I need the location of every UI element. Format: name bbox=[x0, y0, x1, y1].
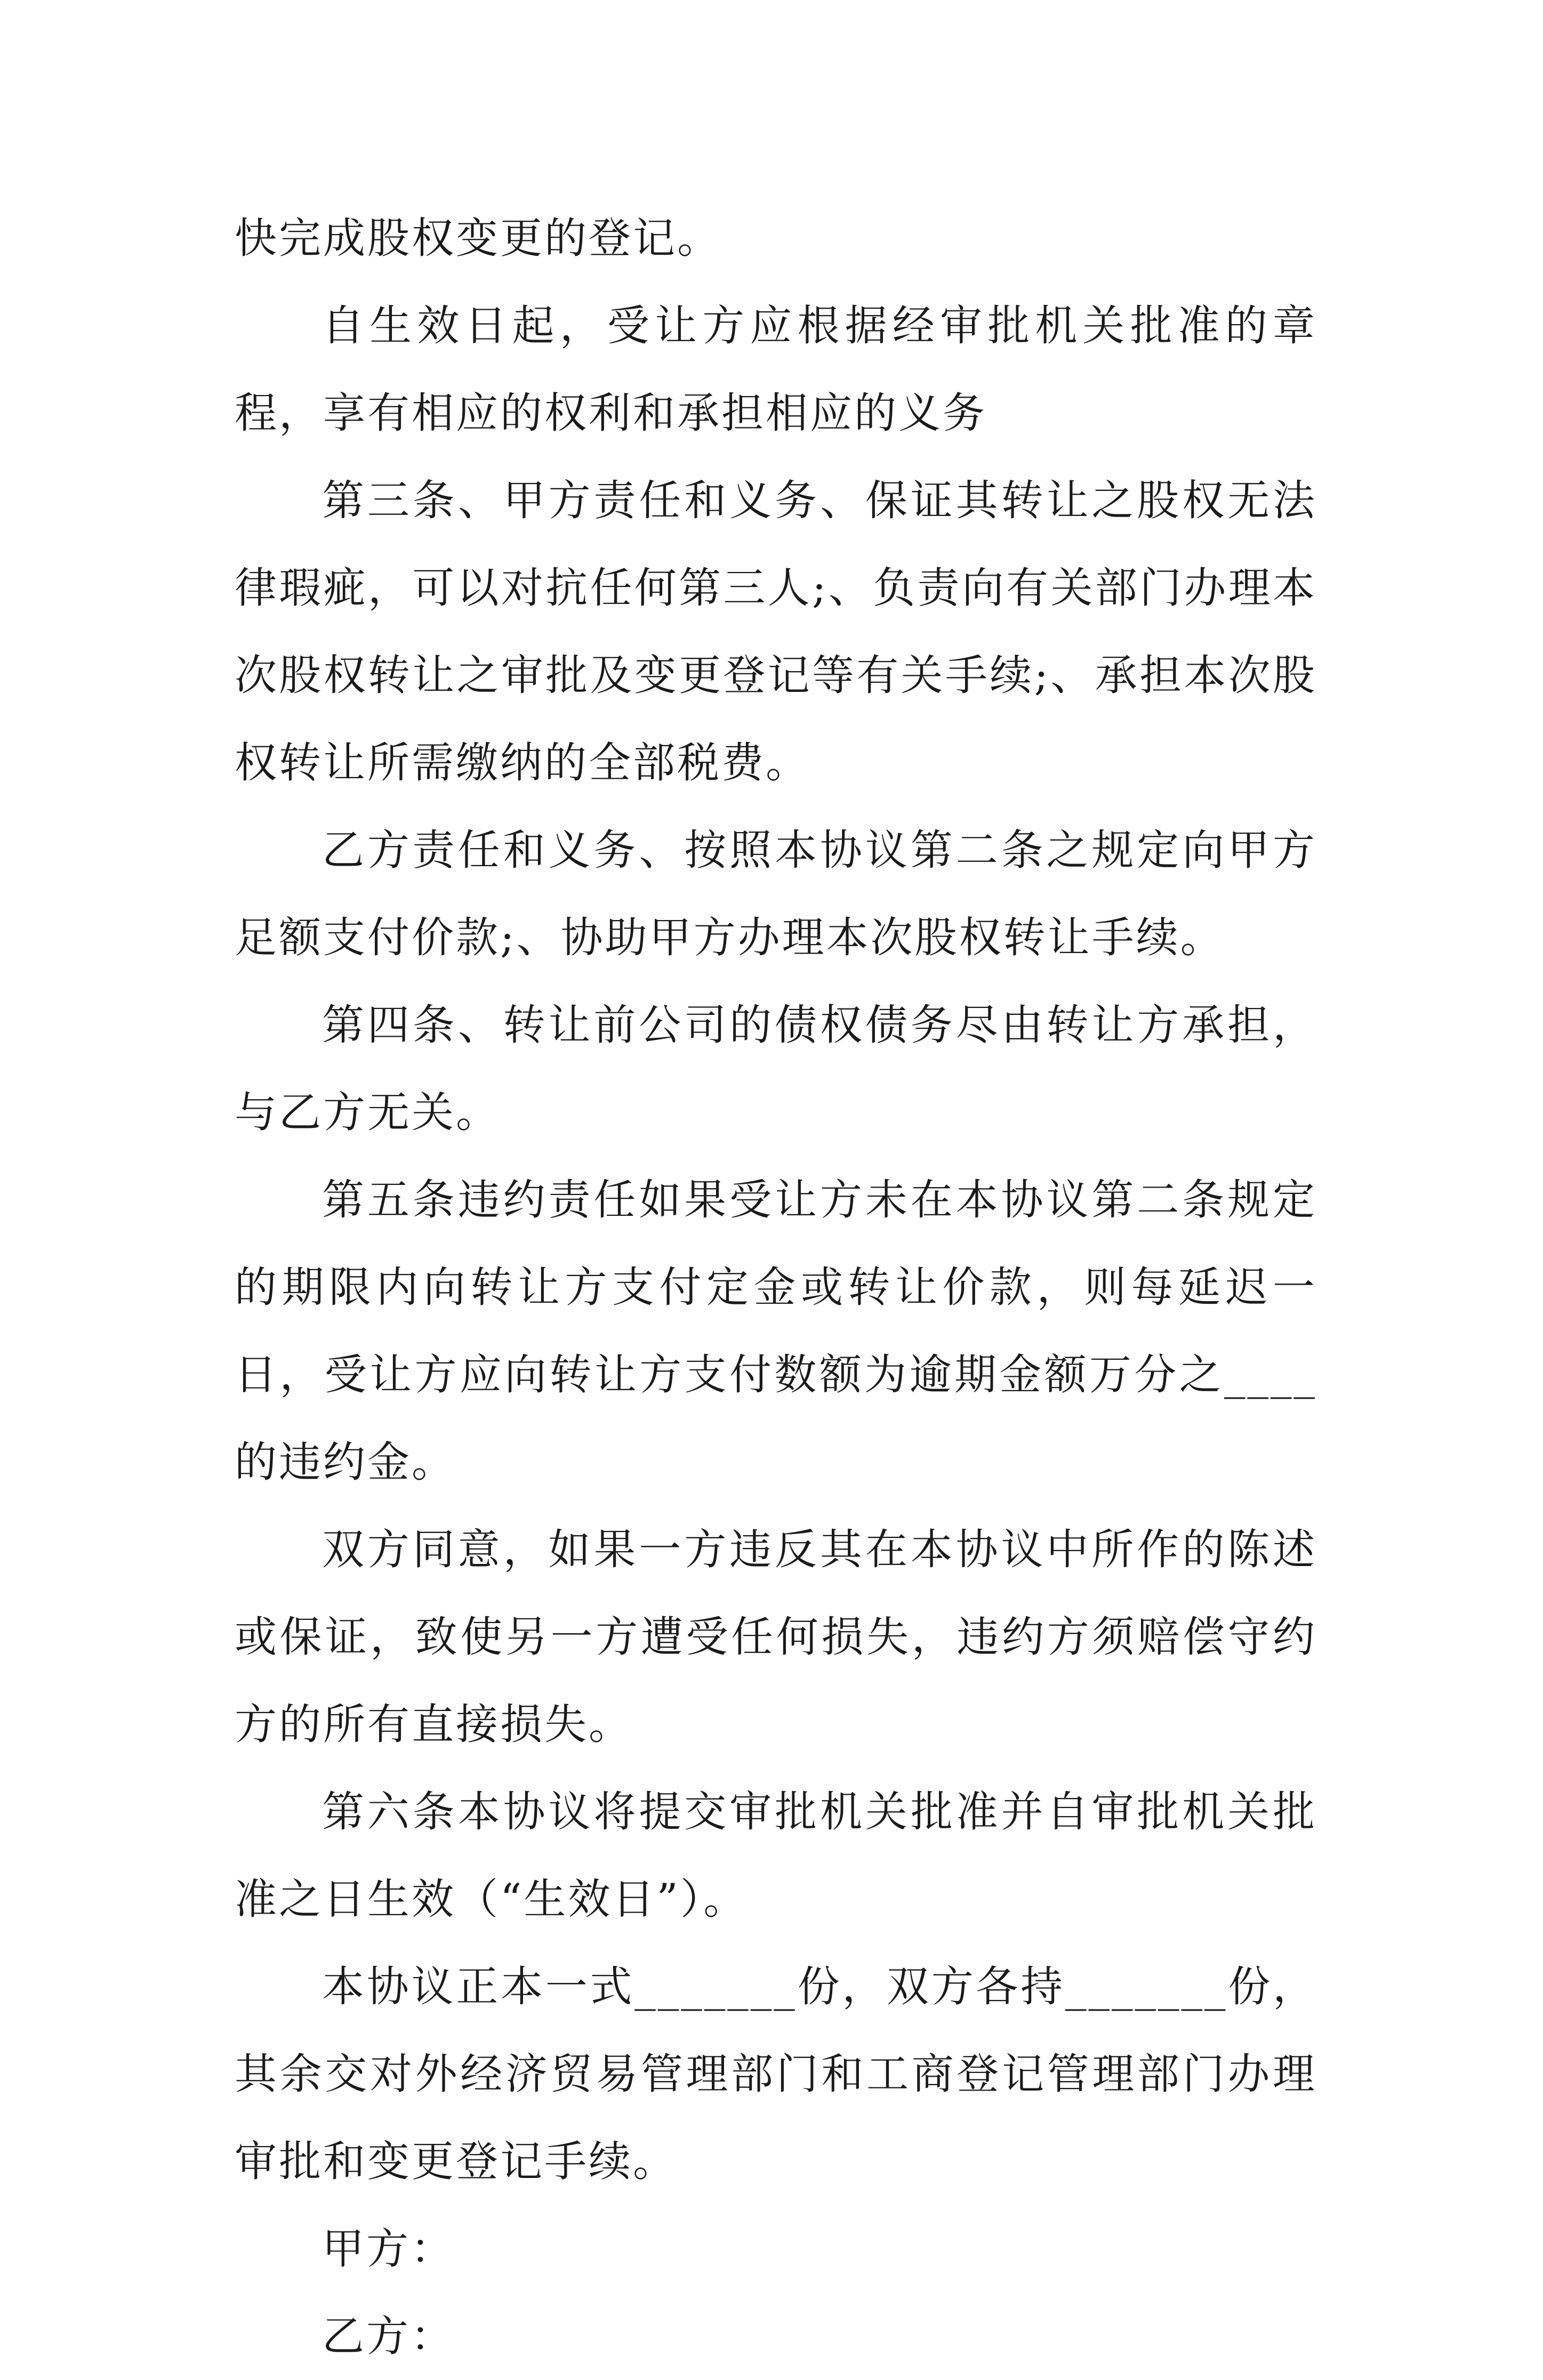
paragraph-effective-rights: 自生效日起，受让方应根据经审批机关批准的章程，享有相应的权利和承担相应的义务 bbox=[235, 301, 1317, 438]
paragraph-article-3-party-a: 第三条、甲方责任和义务、保证其转让之股权无法律瑕疵，可以对抗任何第三人;、负责向有关部门办理本次股权转让之审批及变更登记等有关手续;、承担本次股权转让所需缴纳的全部税费。 bbox=[235, 476, 1317, 787]
paragraph-article-4-debts: 第四条、转让前公司的债权债务尽由转让方承担，与乙方无关。 bbox=[235, 1001, 1317, 1137]
signature-party-b: 乙方： bbox=[322, 2312, 455, 2361]
paragraph-breach-compensation: 双方同意，如果一方违反其在本协议中所作的陈述或保证，致使另一方遭受任何损失，违约方须赔偿守约方的所有直接损失。 bbox=[235, 1525, 1317, 1749]
paragraph-article-6-effective: 第六条本协议将提交审批机关批准并自审批机关批准之日生效（“生效日”）。 bbox=[235, 1787, 1317, 1924]
paragraph-registration-completion: 快完成股权变更的登记。 bbox=[235, 214, 721, 263]
document-body bbox=[235, 195, 1317, 2380]
paragraph-party-b-duties: 乙方责任和义务、按照本协议第二条之规定向甲方足额支付价款;、协助甲方办理本次股权转让手续。 bbox=[235, 826, 1317, 962]
paragraph-article-5-liability: 第五条违约责任如果受让方未在本协议第二条规定的期限内向转让方支付定金或转让价款，则每延迟一日，受让方应向转让方支付数额为逾期金额万分之____的违约金。 bbox=[235, 1175, 1317, 1487]
paragraph-copies: 本协议正本一式_______份，双方各持_______份，其余交对外经济贸易管理部门和工商登记管理部门办理审批和变更登记手续。 bbox=[235, 1962, 1317, 2186]
signature-party-a: 甲方： bbox=[322, 2224, 455, 2273]
